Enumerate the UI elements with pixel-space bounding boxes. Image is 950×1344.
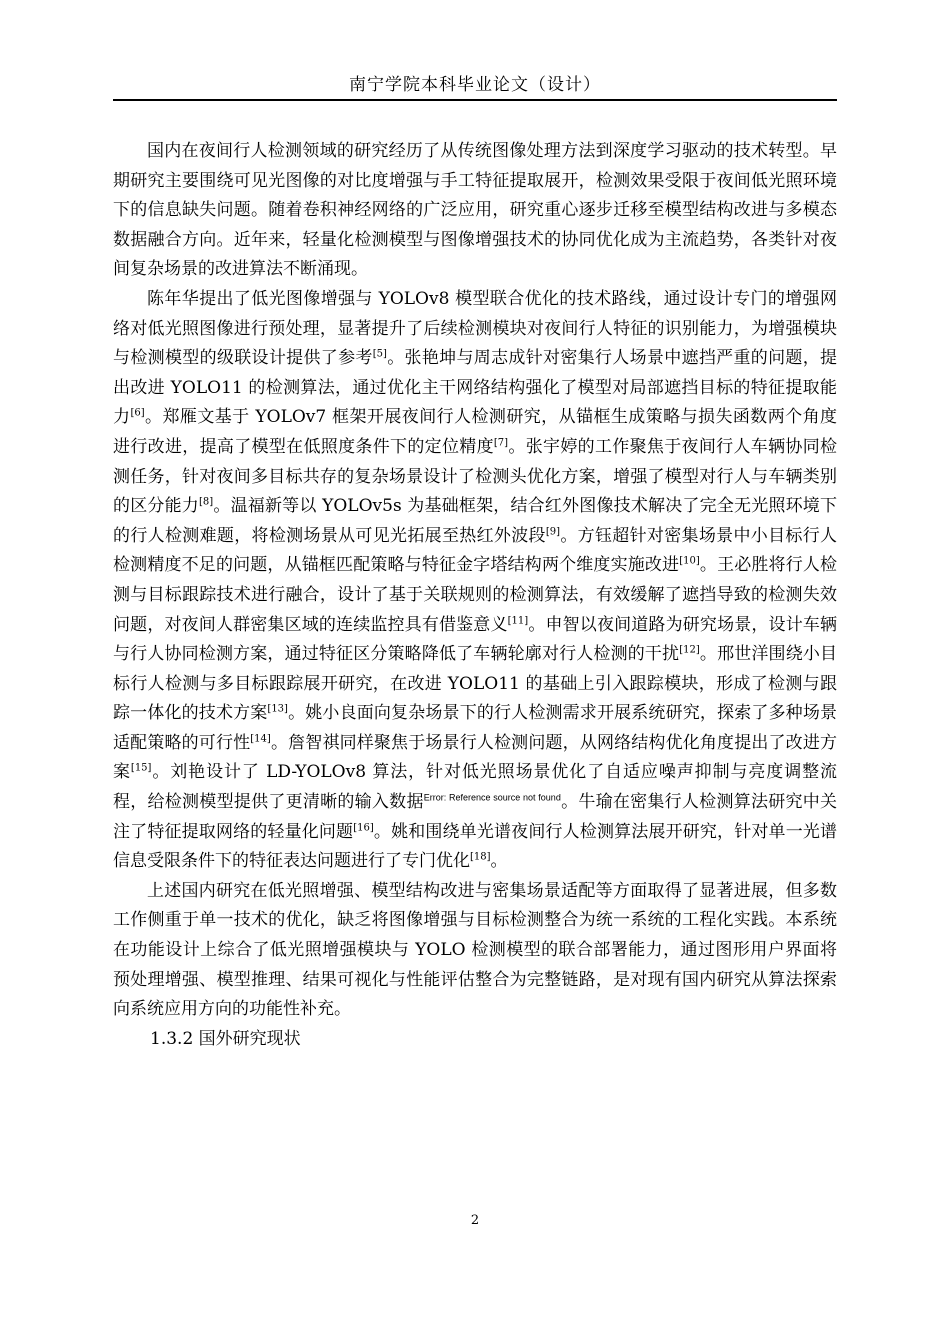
body-text — [113, 137, 837, 1054]
text-run: 。申智以夜间道路为研究场景，设计车辆与行人协同检测方案，通过特征区分策略降低了车辆轮廓对行人检测的干扰 — [113, 614, 838, 665]
text-run: 。刘艳设计了 LD-YOLOv8 算法，针对低光照场景优化了自适应噪声抑制与亮度调整流程，给检测模型提供了更清晰的输入数据 — [113, 762, 838, 813]
running-header: 南宁学院本科毕业论文（设计） — [349, 75, 601, 95]
text-run: 。王必胜将行人检测与目标跟踪技术进行融合，设计了基于关联规则的检测算法，有效缓解了遮挡导致的检测失效问题，对夜间人群密集区域的连续监控具有借鉴意义 — [113, 555, 838, 635]
text-run: 。牛瑜在密集行人检测算法研究中关注了特征提取网络的轻量化问题 — [113, 792, 838, 842]
citation-ref: [15] — [130, 762, 152, 774]
citation-ref: [11] — [507, 614, 529, 626]
paragraph — [113, 285, 837, 877]
text-run: 国内在夜间行人检测领域的研究经历了从传统图像处理方法到深度学习驱动的技术转型。早期研究主要围绕可见光图像的对比度增强与手工特征提取展开，检测效果受限于夜间低光照环境下的信息缺失问题。随着卷积神经网络的广泛应用，研究重心逐步迁移至模型结构改进与多模态数据融合方向。近年来，轻量化检测模型与图像增强技术的协同优化成为主流趋势，各类针对夜间复杂场景的改进算法不断涌现。 — [113, 141, 837, 280]
text-run: 。方钰超针对密集场景中小目标行人检测精度不足的问题，从锚框匹配策略与特征金字塔结构两个维度实施改进 — [113, 525, 838, 576]
section-heading: 1.3.2 国外研究现状 — [150, 1028, 301, 1049]
header-rule — [113, 99, 837, 101]
citation-ref: [9] — [545, 526, 560, 538]
citation-ref: [18] — [470, 851, 491, 863]
citation-ref: [6] — [130, 407, 145, 419]
text-run: 。 — [490, 851, 508, 872]
page-number: 2 — [470, 1213, 480, 1228]
text-run: 。郑雁文基于 YOLOv7 框架开展夜间行人检测研究，从锚框生成策略与损失函数两个角度进行改进，提高了模型在低照度条件下的定位精度 — [113, 407, 837, 457]
text-run: 。张艳坤与周志成针对密集行人场景中遮挡严重的问题，提出改进 YOLO11 的检测算法，通过优化主干网络结构强化了模型对局部遮挡目标的特征提取能力 — [113, 348, 838, 428]
citation-ref: [10] — [679, 555, 700, 567]
reference-error: Error: Reference source not found — [423, 792, 561, 803]
citation-ref: [5] — [372, 348, 387, 360]
citation-ref: [14] — [250, 733, 271, 745]
text-run: 上述国内研究在低光照增强、模型结构改进与密集场景适配等方面取得了显著进展，但多数工作侧重于单一技术的优化，缺乏将图像增强与目标检测整合为统一系统的工程化实践。本系统在功能设计上综合了低光照增强模块与 YOLO 检测模型的联合部署能力，通过图形用户界面将预处理增强、模型推理、结果可视化与性能评估整合为完整链路，是对现有国内研究从算法探索向系统应用方向的功能性补充。 — [113, 880, 837, 1020]
text-run: 。姚小良面向复杂场景下的行人检测需求开展系统研究，探索了多种场景适配策略的可行性 — [113, 703, 838, 753]
text-run: 。温福新等以 YOLOv5s 为基础框架，结合红外图像技术解决了完全无光照环境下的行人检测难题，将检测场景从可见光拓展至热红外波段 — [113, 496, 838, 546]
paragraph — [113, 877, 837, 1025]
paragraph — [113, 137, 837, 285]
citation-ref: [8] — [199, 496, 214, 508]
text-run: 陈年华提出了低光图像增强与 YOLOv8 模型联合优化的技术路线，通过设计专门的增强网络对低光照图像进行预处理，显著提升了后续检测模块对夜间行人特征的识别能力，为增强模块与检测模型的级联设计提供了参考 — [113, 288, 837, 369]
text-run: 。詹智祺同样聚焦于场景行人检测问题，从网络结构优化角度提出了改进方案 — [113, 732, 838, 783]
citation-ref: [7] — [493, 437, 509, 449]
citation-ref: [12] — [679, 644, 700, 656]
text-run: 。张宇婷的工作聚焦于夜间行人车辆协同检测任务，针对夜间多目标共存的复杂场景设计了检测头优化方案，增强了模型对行人与车辆类别的区分能力 — [113, 436, 838, 517]
citation-ref: [16] — [353, 822, 374, 833]
citation-ref: [13] — [267, 703, 288, 715]
text-run: 。邢世洋围绕小目标行人检测与多目标跟踪展开研究，在改进 YOLO11 的基础上引入跟踪模块，形成了检测与跟踪一体化的技术方案 — [113, 644, 838, 724]
text-run: 。姚和围绕单光谱夜间行人检测算法展开研究，针对单一光谱信息受限条件下的特征表达问题进行了专门优化 — [113, 821, 838, 872]
